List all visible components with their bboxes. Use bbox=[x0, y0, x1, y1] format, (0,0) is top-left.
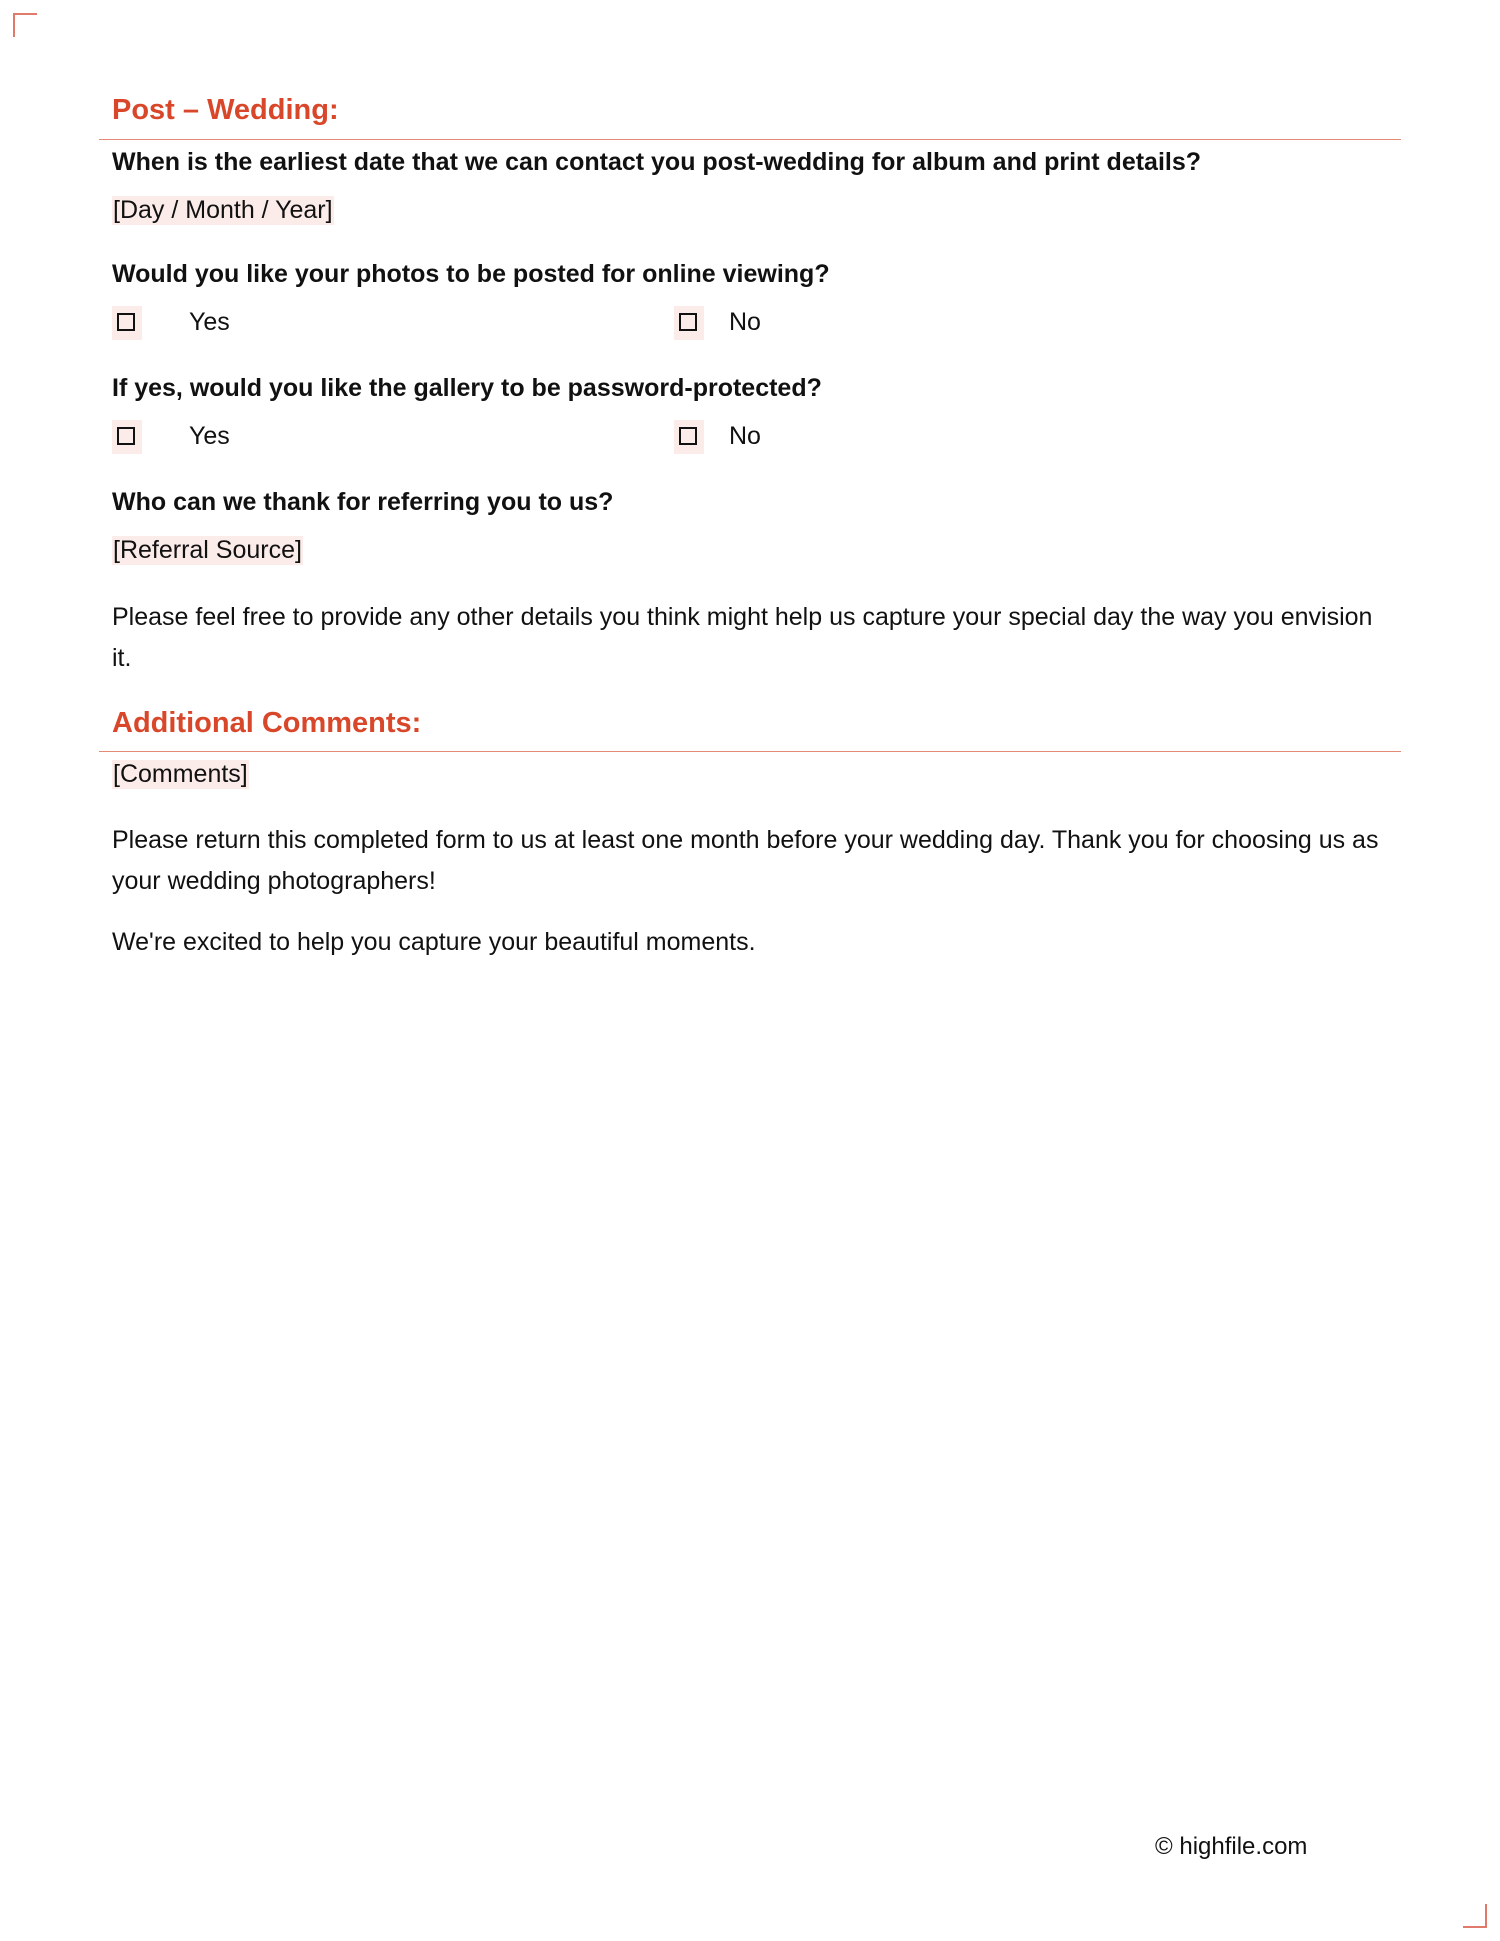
additional-comments-heading: Additional Comments: bbox=[112, 707, 422, 739]
checkbox-icon bbox=[679, 427, 697, 445]
online-viewing-no-label: No bbox=[729, 308, 761, 336]
password-yes-checkbox[interactable] bbox=[112, 420, 142, 454]
checkbox-icon bbox=[117, 427, 135, 445]
online-viewing-yes-checkbox[interactable] bbox=[112, 306, 142, 340]
return-paragraph: Please return this completed form to us at least one month before your wedding day. Thank you for choosing us as your wedding photographers! bbox=[112, 826, 1379, 895]
checkbox-icon bbox=[117, 313, 135, 331]
corner-mark-top-left bbox=[13, 13, 37, 37]
comments-field[interactable]: [Comments] bbox=[113, 760, 248, 788]
post-wedding-heading: Post – Wedding: bbox=[112, 94, 339, 126]
online-viewing-yes-label: Yes bbox=[189, 308, 230, 336]
online-viewing-options bbox=[112, 306, 1012, 340]
online-viewing-no-checkbox[interactable] bbox=[674, 306, 704, 340]
details-paragraph: Please feel free to provide any other details you think might help us capture your special day the way you envision it. bbox=[112, 603, 1373, 672]
password-no-checkbox[interactable] bbox=[674, 420, 704, 454]
password-question: If yes, would you like the gallery to be password-protected? bbox=[112, 374, 822, 402]
referral-question: Who can we thank for referring you to us? bbox=[112, 488, 614, 516]
corner-mark-bottom-right bbox=[1463, 1904, 1487, 1928]
password-yes-label: Yes bbox=[189, 422, 230, 450]
closing-paragraph: We're excited to help you capture your beautiful moments. bbox=[112, 928, 756, 956]
password-no-label: No bbox=[729, 422, 761, 450]
password-options bbox=[112, 420, 1012, 454]
contact-date-field[interactable]: [Day / Month / Year] bbox=[113, 196, 333, 224]
referral-field[interactable]: [Referral Source] bbox=[113, 536, 302, 564]
checkbox-icon bbox=[679, 313, 697, 331]
footer-copyright: © highfile.com bbox=[1155, 1833, 1308, 1860]
additional-comments-divider bbox=[99, 751, 1401, 752]
post-wedding-divider bbox=[99, 139, 1401, 140]
contact-date-question: When is the earliest date that we can contact you post-wedding for album and print details? bbox=[112, 148, 1202, 176]
online-viewing-question: Would you like your photos to be posted for online viewing? bbox=[112, 260, 830, 288]
